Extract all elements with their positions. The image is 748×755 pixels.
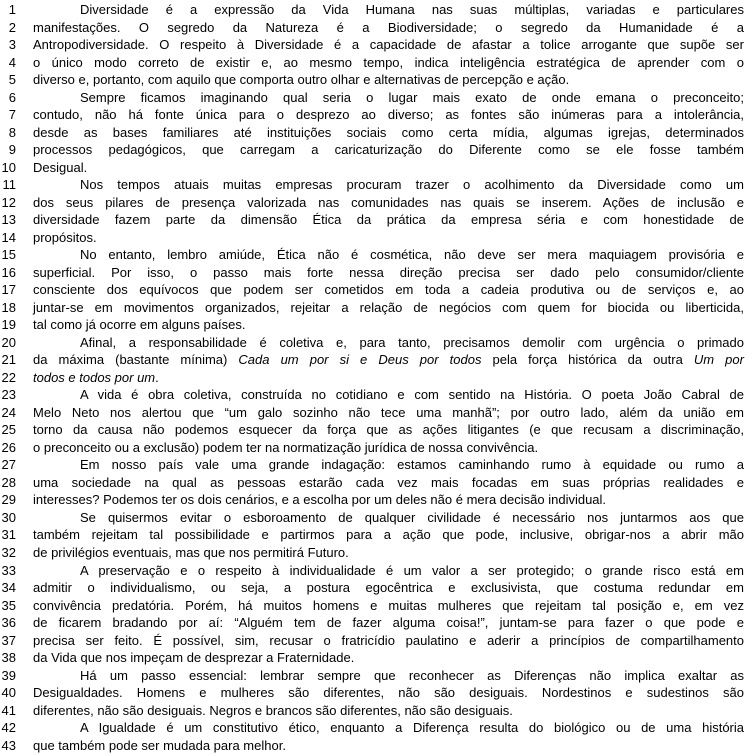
line-text — [33, 421, 744, 439]
text-segment: precisa ser feito. É possível, sim, recusar o fratricídio paulatino e aderir a princípios de compartilhamento — [33, 632, 744, 648]
line-number: 6 — [8, 89, 16, 105]
line-number: 21 — [1, 352, 16, 368]
text-line — [0, 684, 748, 702]
line-number: 24 — [1, 404, 16, 420]
line-text — [33, 404, 744, 422]
text-line — [0, 334, 748, 352]
line-text — [33, 71, 744, 89]
line-number: 13 — [1, 212, 16, 228]
text-segment: tal como já ocorre em alguns países. — [33, 317, 246, 333]
line-number: 15 — [1, 247, 16, 263]
line-number: 36 — [1, 615, 16, 631]
line-number: 25 — [1, 422, 16, 438]
text-segment: juntar-se em movimentos organizados, rejeitar a relação de negócios com quem for biocida ou liberticida, — [33, 299, 744, 315]
text-segment: diverso e, portanto, com aquilo que comporta outro olhar e alternativas de percepção e ação. — [33, 72, 570, 88]
text-segment: . — [155, 369, 159, 385]
line-number: 5 — [8, 72, 16, 88]
line-text — [33, 89, 744, 107]
line-number: 43 — [1, 737, 16, 753]
text-line — [0, 54, 748, 72]
line-number: 29 — [1, 492, 16, 508]
text-segment: Diversidade é a expressão da Vida Humana nas suas múltiplas, variadas e particulares — [80, 2, 744, 17]
line-text — [33, 702, 744, 720]
text-segment: A vida é obra coletiva, construída no cotidiano e com sentido na História. O poeta João Cabral de — [80, 387, 744, 403]
line-number: 17 — [1, 282, 16, 298]
text-line — [0, 386, 748, 404]
line-text — [33, 211, 744, 229]
text-segment: A Igualdade é um constitutivo ético, enquanto a Diferença resulta do biológico ou de uma história — [80, 720, 744, 736]
line-text — [33, 491, 744, 509]
text-segment: da Vida que nos impeçam de desprezar a Fraternidade. — [33, 650, 355, 666]
line-number: 27 — [1, 457, 16, 473]
line-number: 7 — [8, 107, 16, 123]
line-text — [33, 684, 744, 702]
line-text — [33, 649, 744, 667]
line-text — [33, 194, 744, 212]
text-segment: Desigualdades. Homens e mulheres são diferentes, não são desiguais. Nordestinos e sudestinos são — [33, 685, 744, 701]
line-number: 1 — [8, 2, 16, 17]
text-segment: torno da causa não podemos esquecer da força que as ações litigantes (e que recusam a discriminação, — [33, 422, 744, 438]
text-segment: de privilégios eventuais, mas que nos permitirá Futuro. — [33, 544, 349, 560]
line-text — [33, 124, 744, 142]
text-line — [0, 491, 748, 509]
line-number: 40 — [1, 685, 16, 701]
text-line — [0, 526, 748, 544]
text-line — [0, 246, 748, 264]
line-text — [33, 159, 744, 177]
text-line — [0, 176, 748, 194]
text-segment: pela força histórica da outra — [481, 352, 694, 368]
text-segment: Afinal, a responsabilidade é coletiva e, para tanto, precisamos demolir com urgência o primado — [80, 334, 744, 350]
text-segment: A preservação e o respeito à individualidade é um valor a ser protegido; o grande risco está em — [80, 562, 744, 578]
text-line — [0, 106, 748, 124]
line-text — [33, 562, 744, 580]
line-number: 12 — [1, 194, 16, 210]
line-text — [33, 36, 744, 54]
text-line — [0, 421, 748, 439]
text-line — [0, 36, 748, 54]
line-text — [33, 316, 744, 334]
line-text — [33, 369, 744, 387]
text-line — [0, 562, 748, 580]
line-number: 4 — [8, 54, 16, 70]
text-line — [0, 667, 748, 685]
text-line — [0, 316, 748, 334]
italic-text-segment: Cada um por si e Deus por todos — [238, 352, 482, 368]
line-text — [33, 106, 744, 124]
text-line — [0, 229, 748, 247]
text-line — [0, 299, 748, 317]
line-text — [33, 246, 744, 264]
line-text — [33, 141, 744, 159]
line-text — [33, 737, 744, 755]
text-segment: convivência predatória. Porém, há muitos homens e muitas mulheres que rejeitam tal posição e, em vez — [33, 597, 744, 613]
text-segment: admitir o individualismo, ou seja, a postura egocêntrica e exclusivista, que costuma redundar em — [33, 580, 744, 596]
line-number: 8 — [8, 124, 16, 140]
text-line — [0, 404, 748, 422]
line-text — [33, 579, 744, 597]
text-segment: Antropodiversidade. O respeito à Diversidade é a capacidade de afastar a tolice arrogante que supõe ser — [33, 37, 744, 53]
line-number: 28 — [1, 474, 16, 490]
text-line — [0, 509, 748, 527]
text-line — [0, 456, 748, 474]
line-number: 2 — [8, 19, 16, 35]
text-line — [0, 124, 748, 142]
line-number: 41 — [1, 702, 16, 718]
line-text — [33, 474, 744, 492]
line-text — [33, 54, 744, 72]
text-segment: Se quisermos evitar o esboroamento de qualquer civilidade é necessário nos juntarmos aos que — [80, 509, 744, 525]
text-line — [0, 281, 748, 299]
line-text — [33, 544, 744, 562]
line-text — [33, 281, 744, 299]
line-number: 42 — [1, 720, 16, 736]
line-text — [33, 334, 744, 352]
line-text — [33, 526, 744, 544]
text-segment: consciente dos equívocos que podem ser cometidos em toda a cadeia produtiva ou de serviços e, ao — [33, 282, 744, 298]
text-segment: também rejeitam tal possibilidade e partirmos para a ação que pode, inclusive, obrigar-nos a abrir mão — [33, 527, 744, 543]
text-segment: interesses? Podemos ter os dois cenários, e a escolha por um deles não é mera decisão individual. — [33, 492, 607, 508]
line-number: 30 — [1, 509, 16, 525]
text-segment: Em nosso país vale uma grande indagação: estamos caminhando rumo à equidade ou rumo a — [80, 457, 744, 473]
line-number: 16 — [1, 264, 16, 280]
italic-text-segment: todos e todos por um — [33, 369, 156, 385]
text-segment: Sempre ficamos imaginando qual seria o lugar mais exato de onde emana o preconceito; — [80, 89, 744, 105]
text-segment: contudo, não há fonte única para o desprezo ao diverso; as fontes são inúmeras para a intolerância, — [33, 107, 744, 123]
text-segment: diferentes, não são desiguais. Negros e brancos são diferentes, não são desiguais. — [33, 702, 513, 718]
line-text — [33, 386, 744, 404]
document-body — [0, 1, 748, 754]
text-line — [0, 544, 748, 562]
line-number: 32 — [1, 544, 16, 560]
text-line — [0, 614, 748, 632]
text-line — [0, 579, 748, 597]
text-segment: propósitos. — [33, 229, 97, 245]
line-text — [33, 719, 744, 737]
line-text — [33, 176, 744, 194]
text-line — [0, 1, 748, 19]
line-text — [33, 264, 744, 282]
line-text — [33, 229, 744, 247]
text-segment: processos pedagógicos, que carregam a caricaturização do Diferente como se ele fosse também — [33, 142, 744, 158]
line-text — [33, 1, 744, 19]
line-number: 31 — [1, 527, 16, 543]
line-number: 3 — [8, 37, 16, 53]
text-line — [0, 649, 748, 667]
text-segment: de ficarem bradando por aí: “Alguém tem de fazer alguma coisa!”, juntam-se para fazer o que pode e — [33, 615, 744, 631]
text-line — [0, 369, 748, 387]
line-number: 35 — [1, 597, 16, 613]
text-line — [0, 19, 748, 37]
line-number: 34 — [1, 580, 16, 596]
line-text — [33, 19, 744, 37]
text-segment: o preconceito ou a exclusão) podem ter na normatização jurídica de nossa convivência. — [33, 439, 539, 455]
line-number: 18 — [1, 299, 16, 315]
text-line — [0, 159, 748, 177]
text-line — [0, 474, 748, 492]
text-segment: No entanto, lembro amiúde, Ética não é cosmética, não deve ser mera maquiagem provisória e — [80, 247, 744, 263]
text-segment: da máxima (bastante mínima) — [33, 352, 239, 368]
text-segment: superficial. Por isso, o passo mais forte nessa direção precisa ser dado pelo consumidor/cliente — [33, 264, 744, 280]
text-segment: desde as bases familiares até instituições sociais como certa mídia, algumas igrejas, determinados — [33, 124, 744, 140]
text-line — [0, 194, 748, 212]
text-segment: o único modo correto de existir e, ao mesmo tempo, indica inteligência estratégica de aprender com o — [33, 54, 744, 70]
text-line — [0, 89, 748, 107]
text-line — [0, 597, 748, 615]
text-line — [0, 632, 748, 650]
line-number: 37 — [1, 632, 16, 648]
line-text — [33, 456, 744, 474]
line-number: 11 — [2, 177, 16, 193]
line-number: 38 — [1, 650, 16, 666]
text-line — [0, 71, 748, 89]
text-segment: Melo Neto nos alertou que “um galo sozinho não tece uma manhã”; por outro lado, além da união em — [33, 404, 744, 420]
text-segment: que também pode ser mudada para melhor. — [33, 737, 286, 753]
text-line — [0, 439, 748, 457]
line-number: 14 — [1, 229, 16, 245]
line-text — [33, 614, 744, 632]
line-number: 26 — [1, 439, 16, 455]
text-line — [0, 351, 748, 369]
text-segment: Há um passo essencial: lembrar sempre que reconhecer as Diferenças não implica exaltar as — [80, 667, 744, 683]
text-segment: dos seus pilares de presença valorizada nas comunidades nas quais se inserem. Ações de inclusão e — [33, 194, 744, 210]
text-segment: Desigual. — [33, 159, 88, 175]
line-number: 19 — [1, 317, 16, 333]
line-text — [33, 667, 744, 685]
line-number: 20 — [1, 334, 16, 350]
line-text — [33, 632, 744, 650]
text-line — [0, 264, 748, 282]
text-segment: manifestações. O segredo da Natureza é a Biodiversidade; o segredo da Humanidade é a — [33, 19, 744, 35]
line-number: 10 — [1, 159, 16, 175]
text-segment: diversidade fazem parte da dimensão Ética da prática da empresa séria e com honestidade de — [33, 212, 744, 228]
line-text — [33, 439, 744, 457]
line-number: 33 — [1, 562, 16, 578]
line-number: 39 — [1, 667, 16, 683]
text-line — [0, 737, 748, 755]
text-line — [0, 211, 748, 229]
line-number: 22 — [1, 369, 16, 385]
text-line — [0, 719, 748, 737]
italic-text-segment: Um por — [693, 352, 744, 368]
line-number: 9 — [8, 142, 16, 158]
line-text — [33, 509, 744, 527]
text-segment: uma sociedade na qual as pessoas estarão cada vez mais focadas em suas próprias realidades e — [33, 474, 744, 490]
line-number: 23 — [1, 387, 16, 403]
line-text — [33, 597, 744, 615]
text-line — [0, 702, 748, 720]
text-segment: Nos tempos atuais muitas empresas procuram trazer o acolhimento da Diversidade como um — [80, 177, 744, 193]
text-line — [0, 141, 748, 159]
line-text — [33, 299, 744, 317]
line-text — [33, 351, 744, 369]
